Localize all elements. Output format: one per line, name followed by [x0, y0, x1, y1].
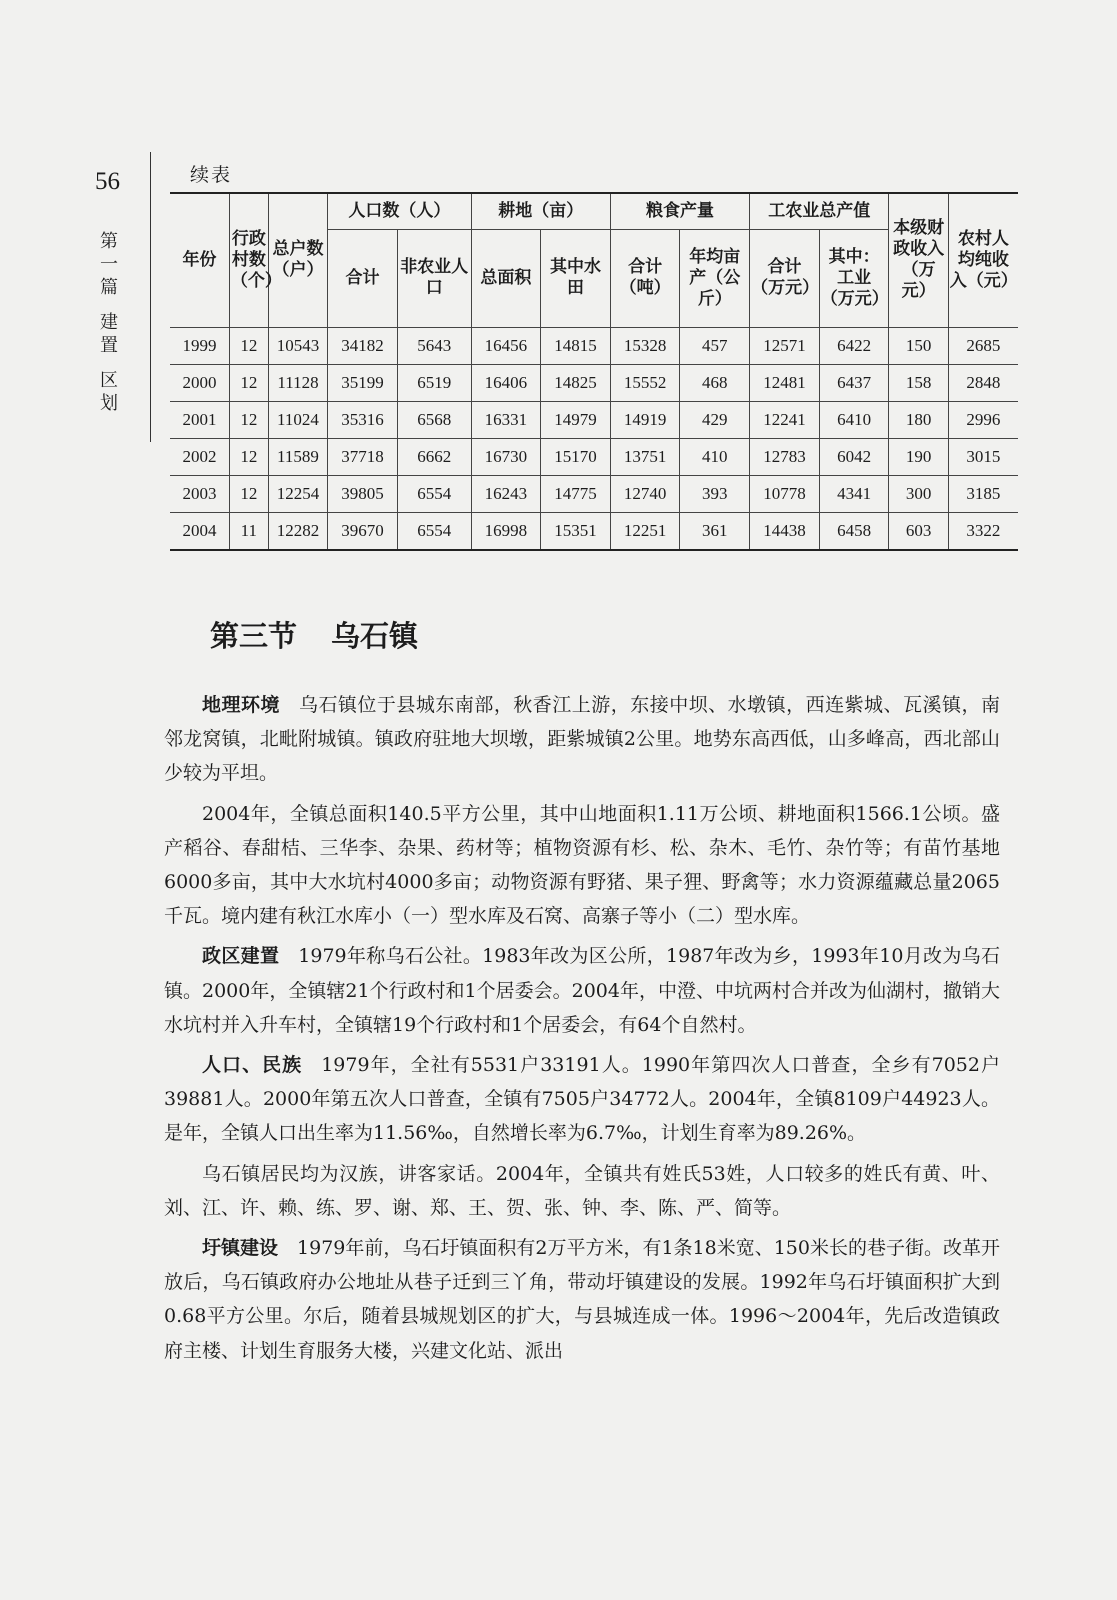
paragraph-text: 2004年，全镇总面积140.5平方公里，其中山地面积1.11万公顷、耕地面积1566.1公顷。盛产稻谷、春甜桔、三华李、杂果、药材等；植物资源有杉、松、杂木、毛竹、杂竹等；有苗竹基地6000多亩，其中大水坑村4000多亩；动物资源有野猪、果子狸、野禽等；水力资源蕴藏总量2065千瓦。境内建有秋江水库小（一）型水库及石窝、高寨子等小（二）型水库。 — [164, 802, 1000, 928]
table-cell: 2848 — [948, 364, 1018, 401]
header-output: 工农业总产值 — [750, 193, 889, 229]
table-cell: 12241 — [750, 401, 820, 438]
table-cell: 37718 — [328, 438, 398, 475]
table-cell: 11024 — [268, 401, 327, 438]
table-row — [170, 512, 1018, 550]
running-title-char: 划 — [100, 393, 118, 414]
running-title-gap — [98, 357, 120, 369]
table-cell: 39670 — [328, 512, 398, 550]
table-cell: 12282 — [268, 512, 327, 550]
table-cell: 6437 — [819, 364, 889, 401]
table-cell: 16331 — [471, 401, 541, 438]
table-cell: 603 — [889, 512, 948, 550]
running-title-gap — [98, 299, 120, 311]
year-cell: 1999 — [170, 327, 229, 364]
running-title-char: 一 — [100, 254, 118, 275]
table-cell: 35316 — [328, 401, 398, 438]
table-cell: 3015 — [948, 438, 1018, 475]
header-rural-income: 农村人均纯收入（元） — [948, 193, 1018, 327]
table-cell: 190 — [889, 438, 948, 475]
table-cell: 5643 — [397, 327, 471, 364]
table-cell: 34182 — [328, 327, 398, 364]
table-cell: 6568 — [397, 401, 471, 438]
table-row — [170, 438, 1018, 475]
table-cell: 14919 — [610, 401, 680, 438]
table-cell: 410 — [680, 438, 750, 475]
header-grain: 粮食产量 — [610, 193, 749, 229]
running-title-char: 篇 — [100, 277, 118, 298]
header-nonagricultural-population: 非农业人口 — [397, 229, 471, 327]
header-fiscal-income: 本级财政收入（万元） — [889, 193, 948, 327]
page-number: 56 — [95, 168, 120, 195]
header-year: 年份 — [170, 193, 229, 327]
header-households: 总户数（户） — [268, 193, 327, 327]
table-cell: 11 — [229, 512, 268, 550]
running-title-char: 建 — [100, 312, 118, 333]
paragraph-heading: 圩镇建设 — [202, 1237, 279, 1260]
header-population-total: 合计 — [328, 229, 398, 327]
table-cell: 11128 — [268, 364, 327, 401]
table-cell: 6042 — [819, 438, 889, 475]
body-text — [164, 688, 1000, 1374]
running-title-char: 第 — [100, 231, 118, 252]
table-cell: 13751 — [610, 438, 680, 475]
table-cell: 6519 — [397, 364, 471, 401]
table-cell: 6410 — [819, 401, 889, 438]
year-cell: 2004 — [170, 512, 229, 550]
header-grain-total: 合计（吨） — [610, 229, 680, 327]
table-cell: 35199 — [328, 364, 398, 401]
table-cell: 11589 — [268, 438, 327, 475]
header-admin-villages: 行政村数（个） — [229, 193, 268, 327]
paragraph — [164, 1048, 1000, 1151]
table-cell: 12481 — [750, 364, 820, 401]
table-row — [170, 401, 1018, 438]
table-row — [170, 327, 1018, 364]
table-cell: 6554 — [397, 475, 471, 512]
running-title — [98, 230, 120, 415]
table-cell: 15552 — [610, 364, 680, 401]
table-cell: 393 — [680, 475, 750, 512]
year-cell: 2003 — [170, 475, 229, 512]
paragraph-text: 乌石镇居民均为汉族，讲客家话。2004年，全镇共有姓氏53姓，人口较多的姓氏有黄、叶、刘、江、许、赖、练、罗、谢、郑、王、贺、张、钟、李、陈、严、简等。 — [164, 1162, 1000, 1219]
table-row — [170, 475, 1018, 512]
table-cell: 429 — [680, 401, 750, 438]
table-cell: 457 — [680, 327, 750, 364]
table-cell: 12783 — [750, 438, 820, 475]
table-cell: 14775 — [541, 475, 611, 512]
table-cell: 150 — [889, 327, 948, 364]
table-cell: 14979 — [541, 401, 611, 438]
table-cell: 14825 — [541, 364, 611, 401]
table-cell: 6554 — [397, 512, 471, 550]
table-cell: 39805 — [328, 475, 398, 512]
table-cell: 4341 — [819, 475, 889, 512]
table-cell: 14438 — [750, 512, 820, 550]
table-cell: 16998 — [471, 512, 541, 550]
table-cell: 300 — [889, 475, 948, 512]
paragraph-text: 1979年前，乌石圩镇面积有2万平方米，有1条18米宽、150米长的巷子街。改革开放后，乌石镇政府办公地址从巷子迁到三丫角，带动圩镇建设的发展。1992年乌石圩镇面积扩大到0.68平方公里。尔后，随着县城规划区的扩大，与县城连成一体。1996～2004年，先后改造镇政府主楼、计划生育服务大楼，兴建文化站、派出 — [164, 1237, 1000, 1362]
table-cell: 180 — [889, 401, 948, 438]
table-cell: 12 — [229, 401, 268, 438]
table-cell: 158 — [889, 364, 948, 401]
table-cell: 2685 — [948, 327, 1018, 364]
paragraph — [164, 939, 1000, 1042]
table-cell: 2996 — [948, 401, 1018, 438]
running-title-char: 区 — [100, 370, 118, 391]
table-cell: 12 — [229, 438, 268, 475]
header-farmland: 耕地（亩） — [471, 193, 610, 229]
table-cell: 16406 — [471, 364, 541, 401]
running-title-char: 置 — [100, 335, 118, 356]
section-number: 第三节 — [210, 619, 298, 653]
header-paddy-field: 其中水田 — [541, 229, 611, 327]
table-caption: 续表 — [190, 164, 233, 186]
section-heading — [210, 614, 418, 655]
table-cell: 3185 — [948, 475, 1018, 512]
paragraph — [164, 1157, 1000, 1225]
header-grain-yield: 年均亩产（公斤） — [680, 229, 750, 327]
table-cell: 16730 — [471, 438, 541, 475]
table-cell: 12 — [229, 475, 268, 512]
paragraph — [164, 797, 1000, 934]
table-cell: 6458 — [819, 512, 889, 550]
paragraph-heading: 地理环境 — [202, 694, 280, 716]
paragraph — [164, 1231, 1000, 1368]
year-cell: 2001 — [170, 401, 229, 438]
table-cell: 3322 — [948, 512, 1018, 550]
paragraph-text: 1979年称乌石公社。1983年改为区公所，1987年改为乡，1993年10月改为乌石镇。2000年，全镇辖21个行政村和1个居委会。2004年，中澄、中坑两村合并改为仙湖村，撤销大水坑村并入升车村，全镇辖19个行政村和1个居委会，有64个自然村。 — [164, 945, 1000, 1036]
table-row — [170, 364, 1018, 401]
paragraph — [164, 688, 1000, 791]
table-cell: 12251 — [610, 512, 680, 550]
paragraph-heading: 政区建置 — [202, 945, 280, 968]
table-cell: 12 — [229, 327, 268, 364]
table-cell: 6422 — [819, 327, 889, 364]
paragraph-heading: 人口、民族 — [202, 1054, 303, 1077]
table-cell: 14815 — [541, 327, 611, 364]
table-cell: 6662 — [397, 438, 471, 475]
table-cell: 10543 — [268, 327, 327, 364]
table-cell: 361 — [680, 512, 750, 550]
table-cell: 15351 — [541, 512, 611, 550]
paragraph-text: 1979年，全社有5531户33191人。1990年第四次人口普查，全乡有7052户39881人。2000年第五次人口普查，全镇有7505户34772人。2004年，全镇8109户44923人。是年，全镇人口出生率为11.56‰，自然增长率为6.7‰，计划生育率为89.26%。 — [164, 1054, 1000, 1145]
header-industrial-output: 其中：工业（万元） — [819, 229, 889, 327]
table-cell: 15170 — [541, 438, 611, 475]
table-cell: 12254 — [268, 475, 327, 512]
table-cell: 12740 — [610, 475, 680, 512]
table-cell: 12571 — [750, 327, 820, 364]
table-cell: 16456 — [471, 327, 541, 364]
header-farmland-total: 总面积 — [471, 229, 541, 327]
table-body — [170, 327, 1018, 550]
statistics-table — [170, 192, 1018, 551]
table-cell: 10778 — [750, 475, 820, 512]
header-output-total: 合计（万元） — [750, 229, 820, 327]
year-cell: 2002 — [170, 438, 229, 475]
section-title: 乌石镇 — [331, 619, 419, 653]
table-cell: 12 — [229, 364, 268, 401]
table-cell: 15328 — [610, 327, 680, 364]
table-cell: 16243 — [471, 475, 541, 512]
paragraph-text: 乌石镇位于县城东南部，秋香江上游，东接中坝、水墩镇，西连紫城、瓦溪镇，南邻龙窝镇，北毗附城镇。镇政府驻地大坝墩，距紫城镇2公里。地势东高西低，山多峰高，西北部山少较为平坦。 — [164, 694, 1000, 785]
table-cell: 468 — [680, 364, 750, 401]
year-cell: 2000 — [170, 364, 229, 401]
margin-rule — [150, 152, 151, 442]
header-population: 人口数（人） — [328, 193, 471, 229]
